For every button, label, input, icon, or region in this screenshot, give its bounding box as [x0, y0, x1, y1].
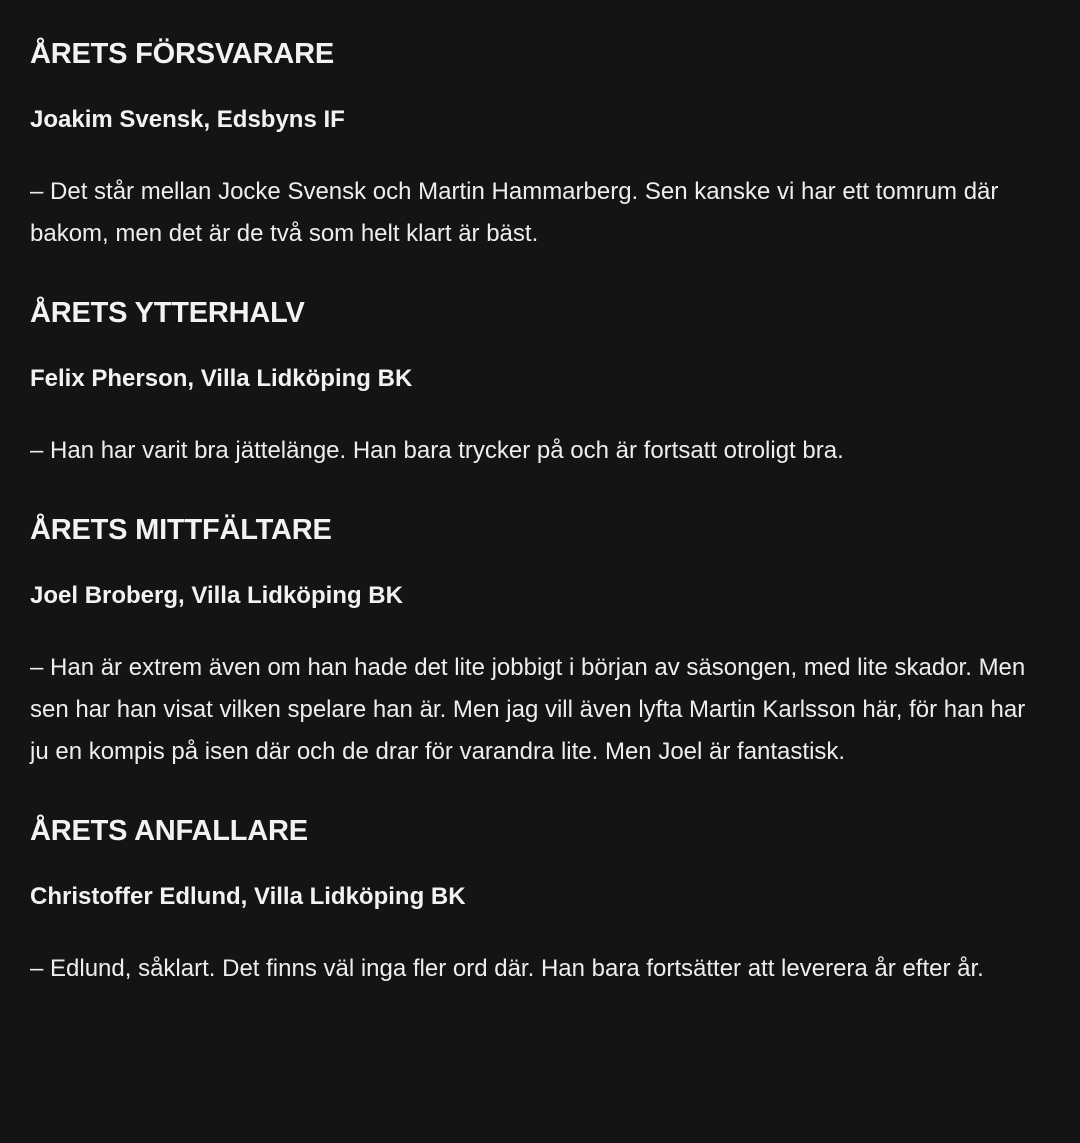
award-winner: Joel Broberg, Villa Lidköping BK: [30, 582, 403, 609]
award-quote: – Edlund, såklart. Det finns väl inga fler ord där. Han bara fortsätter att leverera år efter år.: [30, 955, 984, 982]
award-winner: Christoffer Edlund, Villa Lidköping BK: [30, 883, 466, 910]
award-section-winger: [30, 295, 1050, 472]
award-heading: ÅRETS ANFALLARE: [30, 815, 308, 847]
award-section-midfielder: [30, 512, 1050, 773]
award-quote: – Han är extrem även om han hade det lite jobbigt i början av säsongen, med lite skador. Men sen har han visat vilken spelare han är. Men jag vill även lyfta Martin Karlsson här, för han har ju en kompis på isen där och de drar för varandra lite. Men Joel är fantastisk.: [30, 654, 1026, 765]
award-quote: – Han har varit bra jättelänge. Han bara trycker på och är fortsatt otroligt bra.: [30, 437, 844, 464]
award-heading: ÅRETS FÖRSVARARE: [30, 38, 335, 70]
award-heading: ÅRETS MITTFÄLTARE: [30, 514, 332, 546]
award-section-defender: [30, 36, 1050, 255]
award-winner: Felix Pherson, Villa Lidköping BK: [30, 365, 413, 392]
award-winner: Joakim Svensk, Edsbyns IF: [30, 106, 345, 133]
award-heading: ÅRETS YTTERHALV: [30, 297, 305, 329]
award-quote: – Det står mellan Jocke Svensk och Martin Hammarberg. Sen kanske vi har ett tomrum där bakom, men det är de två som helt klart är bäst.: [30, 178, 999, 247]
award-section-forward: [30, 813, 1050, 990]
